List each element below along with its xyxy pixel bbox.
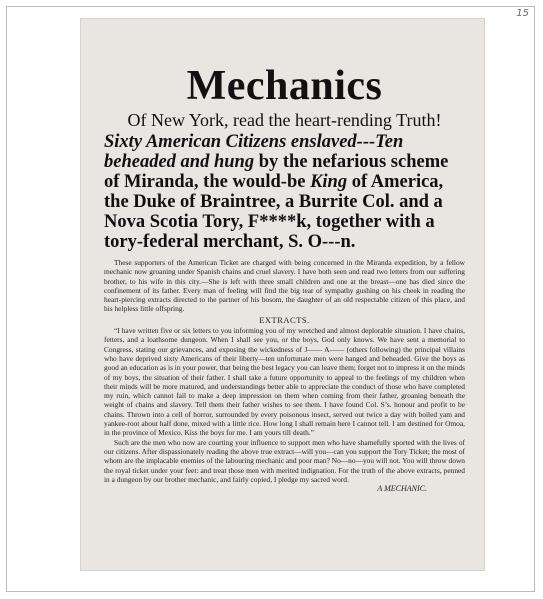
page-number: 15 bbox=[516, 8, 529, 19]
headline-italic: Sixty American Citizens enslaved---Ten beheaded and hung bbox=[104, 132, 404, 172]
paragraph-extract: “I have written five or six letters to you informing you of my wretched and almost deplorable situation. I have chains, fetters, and a loathsome dungeon. When I shall see you, or the boys, God only knows. We have sent a memorial to Congress, stating our grievances, and exposing the wickedness of J—— A—— (others following) the principal villains who have deprived sixty Americans of their liberty—ten unfortunate men were hanged and beheaded. Give the boys as good an education as is in your power, that being the best legacy you can leave them; forget not to impress it on the minds of my boys, the situation of their father. I shall take a future opportunity to appeal to the feelings of my children when their minds will be more matured, and understandings better able to appreciate the conduct of those who have completed my ruin, which cannot fail to make a deep impression on them when coming from their father, groaning beneath the weight of chains and slavery. Tell them their father wishes to see them. I have found Col. S’s. honour and profit to be chains. Thrown into a cell of horror, surrounded by every poisonous insect, served out twice a day with boiled yam and yankee-root about half done, mixed with a little rice. How long I shall remain here I cannot tell. I am destined for Omoa, in the province of Mexico. Kiss the boys for me. I am yours till death.” bbox=[104, 326, 466, 438]
headline-rest-1: by the nefarious scheme of Miranda, the would-be bbox=[104, 152, 449, 192]
document-subtitle: Of New York, read the heart-rending Truth! bbox=[127, 110, 442, 130]
headline-rest-2: of America, the Duke of Braintree, a Burrite Col. and a Nova Scotia Tory, F****k, together with a tory-federal merchant, S. O---n. bbox=[104, 172, 444, 252]
extracts-heading: EXTRACTS. bbox=[259, 314, 310, 325]
headline bbox=[104, 132, 465, 252]
document-title: Mechanics bbox=[186, 63, 383, 109]
headline-king: King bbox=[310, 172, 348, 192]
broadside-document bbox=[80, 18, 485, 571]
paragraph-appeal: Such are the men who now are courting your influence to support men who have shamefully sported with the lives of our citizens. After dispassionately reading the above true extract—will you—can you support the Tory Ticket; the most of whom are the implacable enemies of the labouring mechanic and poor man? No—no—you will not. You will throw down the royal ticket under your feet: and treat those men with merited indignation. For the truth of the above extracts, penned in a dungeon by our brother mechanic, and fairly copied, I pledge my sacred word. bbox=[104, 437, 465, 484]
body-text bbox=[104, 258, 465, 493]
paragraph-intro: These supporters of the American Ticket are charged with being concerned in the Miranda expedition, by a fellow mechanic now groaning under Spanish chains and cruel slavery. I have both seen and read two letters from our suffering brother, to his wife in this city.—She is left with three small children and one at the breast—one has died since the confinement of its father. Every man of feeling will find the big tear of sympathy gushing on his cheek in reading the heart-piercing extracts directed to the partner of his bosom, the daughter of an old respectable citizen of this place, and his helpless little offspring. bbox=[104, 258, 465, 314]
signature: A MECHANIC. bbox=[377, 484, 427, 494]
